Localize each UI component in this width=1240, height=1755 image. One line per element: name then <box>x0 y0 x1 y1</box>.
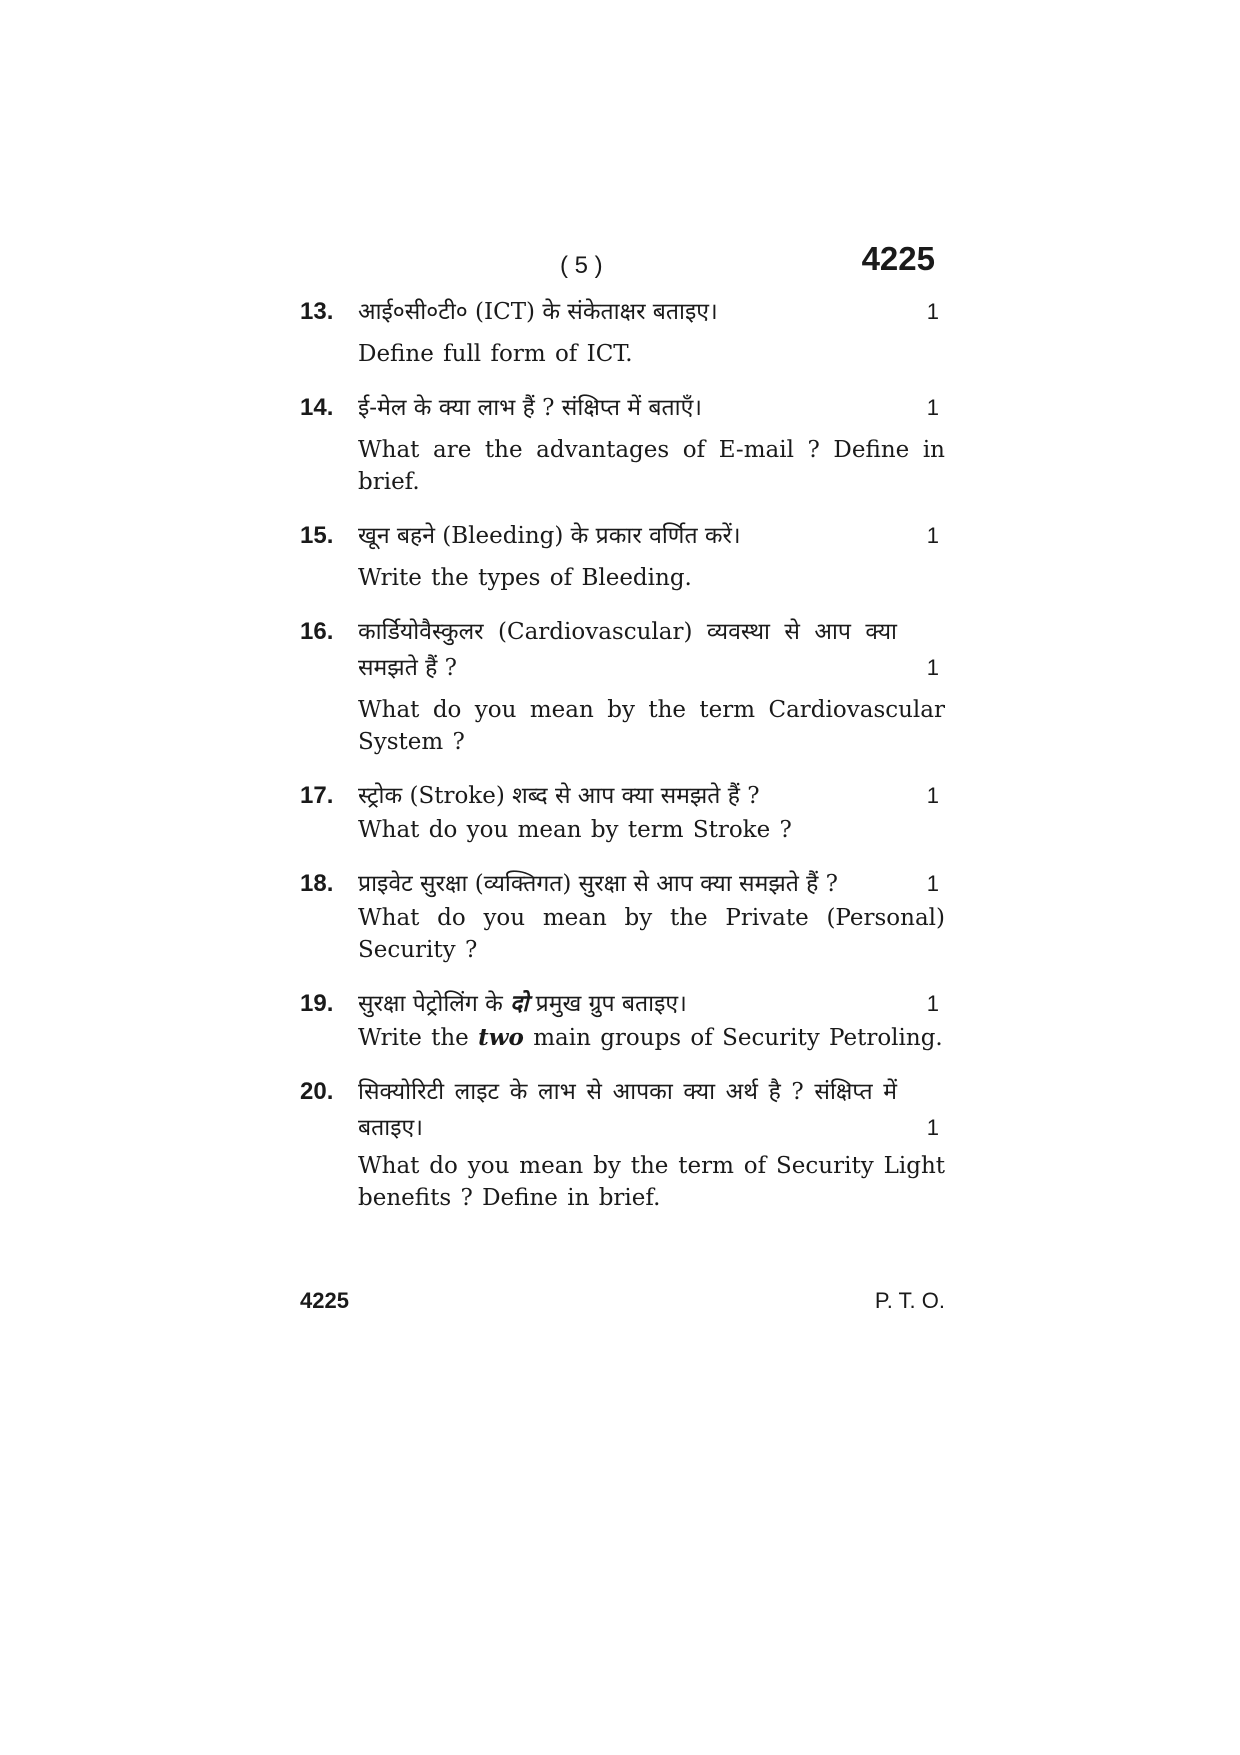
question-marks: 1 <box>926 395 939 420</box>
question-hindi-text <box>358 1074 945 1146</box>
question-18 <box>300 866 945 966</box>
question-13 <box>300 294 945 370</box>
question-marks: 1 <box>926 871 939 896</box>
question-english-text: Define full form of ICT. <box>358 341 633 367</box>
question-15 <box>300 518 945 594</box>
question-english-text: Write the types of Bleeding. <box>358 565 692 591</box>
hindi-text: प्रमुख ग्रुप बताइए। <box>535 991 687 1017</box>
hindi-text: ई-मेल के क्या लाभ हैं ? संक्षिप्त में बताएँ। <box>358 395 703 421</box>
question-english-text: What do you mean by the term Cardiovascular System ? <box>358 697 945 755</box>
question-marks: 1 <box>926 523 939 548</box>
page-footer <box>300 1288 945 1314</box>
question-english-text: What do you mean by term Stroke ? <box>358 817 792 843</box>
question-number: 15. <box>300 522 334 549</box>
question-marks: 1 <box>926 1115 939 1140</box>
question-hindi-text <box>358 778 945 814</box>
question-english-text <box>358 1022 945 1054</box>
question-hindi-text <box>358 866 945 902</box>
question-page <box>300 240 945 1214</box>
please-turn-over: P. T. O. <box>874 1288 945 1313</box>
question-number: 14. <box>300 394 334 421</box>
hindi-text: प्राइवेट सुरक्षा (व्यक्तिगत) सुरक्षा से आप क्या समझते हैं ? <box>358 871 838 897</box>
question-number: 17. <box>300 782 334 809</box>
page-header <box>300 240 945 290</box>
question-hindi-text <box>358 390 945 426</box>
hindi-text: खून बहने (Bleeding) के प्रकार वर्णित करें। <box>358 523 741 549</box>
question-english-text: What are the advantages of E-mail ? Define in brief. <box>358 437 945 495</box>
question-16 <box>300 614 945 758</box>
hindi-text: सुरक्षा पेट्रोलिंग के <box>358 991 503 1017</box>
question-20 <box>300 1074 945 1214</box>
question-marks: 1 <box>926 299 939 324</box>
hindi-text: सिक्योरिटी लाइट के लाभ से आपका क्या अर्थ है ? संक्षिप्त में बताइए। <box>358 1079 897 1141</box>
question-14 <box>300 390 945 498</box>
hindi-text: स्ट्रोक (Stroke) शब्द से आप क्या समझते हैं ? <box>358 783 760 809</box>
question-marks: 1 <box>926 655 939 680</box>
question-hindi-text <box>358 614 945 686</box>
hindi-text: कार्डियोवैस्कुलर (Cardiovascular) व्यवस्था से आप क्या समझते हैं ? <box>358 619 897 681</box>
hindi-emphasis: दो <box>510 990 529 1017</box>
question-hindi-text <box>358 518 945 554</box>
english-text: main groups of Security Petroling. <box>533 1025 943 1051</box>
question-marks: 1 <box>926 991 939 1016</box>
question-number: 20. <box>300 1078 334 1105</box>
question-english-text: What do you mean by the term of Security Light benefits ? Define in brief. <box>358 1153 945 1211</box>
page-number: ( 5 ) <box>560 252 603 279</box>
question-number: 18. <box>300 870 334 897</box>
english-text: Write the <box>358 1025 469 1051</box>
question-number: 16. <box>300 618 334 645</box>
paper-code: 4225 <box>861 240 935 277</box>
question-english-text: What do you mean by the Private (Personal) Security ? <box>358 905 945 963</box>
question-number: 19. <box>300 990 334 1017</box>
question-hindi-text <box>358 294 945 330</box>
question-number: 13. <box>300 298 334 325</box>
english-emphasis: two <box>478 1024 524 1051</box>
footer-paper-code: 4225 <box>300 1288 349 1313</box>
hindi-text: आई०सी०टी० (ICT) के संकेताक्षर बताइए। <box>358 299 718 325</box>
question-marks: 1 <box>926 783 939 808</box>
question-hindi-text <box>358 986 945 1022</box>
question-19 <box>300 986 945 1054</box>
question-17 <box>300 778 945 846</box>
